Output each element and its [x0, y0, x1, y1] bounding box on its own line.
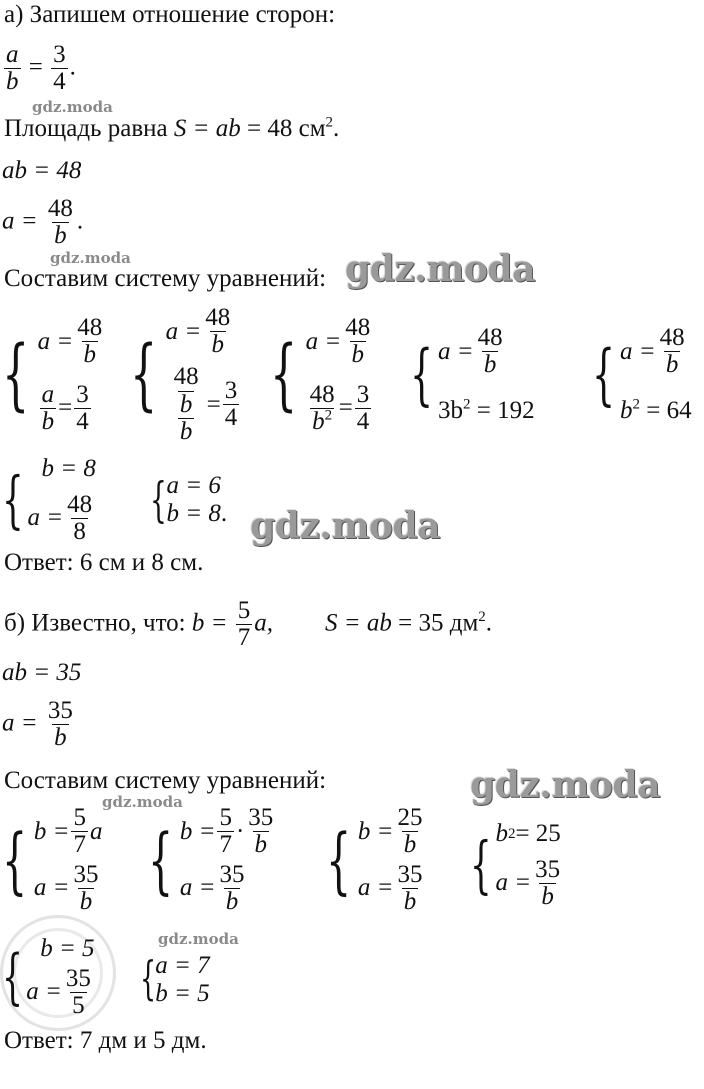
system-a-3: { a = $\frac{48}{b}$ $\frac{48}{b^2}$ = $\frac{3}{4}$ — [270, 314, 371, 435]
system-b-3: { b = $\frac{25}{b}$ a = $\frac{35}{b}$ — [326, 804, 423, 915]
system-a-1: { a = $\frac{48}{b}$ $\frac{a}{b}$ = $\frac{3}{4}$ — [2, 314, 103, 435]
system-a-2: { a = $\frac{48}{b}$ $\frac{\frac{48}{b}}{b}$ = $\frac{3}{4}$ — [130, 304, 238, 445]
watermark-small: gdz.moda — [50, 249, 131, 267]
watermark-big: gdz.moda — [345, 248, 535, 290]
system-a-4: { a = $\frac{48}{b}$ $3b^2 = 192$ — [410, 324, 535, 424]
a-expression: a = $\frac{48}{b}$ . — [2, 195, 84, 250]
system-b-1: { b = $\frac{5}{7}$ a a = $\frac{35}{b}$ — [2, 804, 103, 915]
final-system-b-1: { b = 5 a = $\frac{35}{5}$ — [2, 935, 95, 1019]
watermark-small: gdz.moda — [158, 930, 239, 948]
part-a-intro: а) Запишем отношение сторон: — [4, 1, 336, 28]
system-b-4: { b 2 = 25 a = $\frac{35}{b}$ — [470, 820, 561, 910]
system-intro-a: Составим систему уравнений: — [4, 265, 327, 292]
final-system-a-1: { b = 8 a = $\frac{48}{8}$ — [2, 455, 96, 545]
watermark-big: gdz.moda — [250, 505, 440, 547]
ratio-equation: $\frac{a}{b}$ = $\frac{3}{4}$ . — [6, 41, 76, 96]
watermark-small: gdz.moda — [102, 793, 183, 811]
a-expression-b: a = $\frac{35}{b}$ — [2, 697, 73, 752]
ab-equation: ab = 48 — [2, 157, 82, 184]
watermark-big: gdz.moda — [470, 764, 660, 806]
answer-a: Ответ: 6 см и 8 см. — [4, 549, 204, 576]
watermark-small: gdz.moda — [32, 98, 113, 116]
system-intro-b: Составим систему уравнений: — [4, 767, 327, 794]
system-b-2: { b = $\frac{5}{7}$ · $\frac{35}{b}$ a = $\frac{35}{b}$ — [148, 804, 274, 915]
final-system-b-2: { a = 7 b = 5 — [140, 951, 210, 1007]
area-line: Площадь равна S = ab = 48 $см^2$. — [4, 114, 340, 142]
part-b-intro: б) Известно, что: b = $\frac{5}{7}$ a, S = ab = 35 $дм^2$. — [4, 597, 493, 652]
final-system-a-2: { a = 6 b = 8 . — [150, 472, 228, 528]
system-a-5: { a = $\frac{48}{b}$ $b^2 = 64$ — [592, 324, 692, 424]
ab-equation-b: ab = 35 — [2, 659, 82, 686]
answer-b: Ответ: 7 дм и 5 дм. — [4, 1027, 207, 1054]
